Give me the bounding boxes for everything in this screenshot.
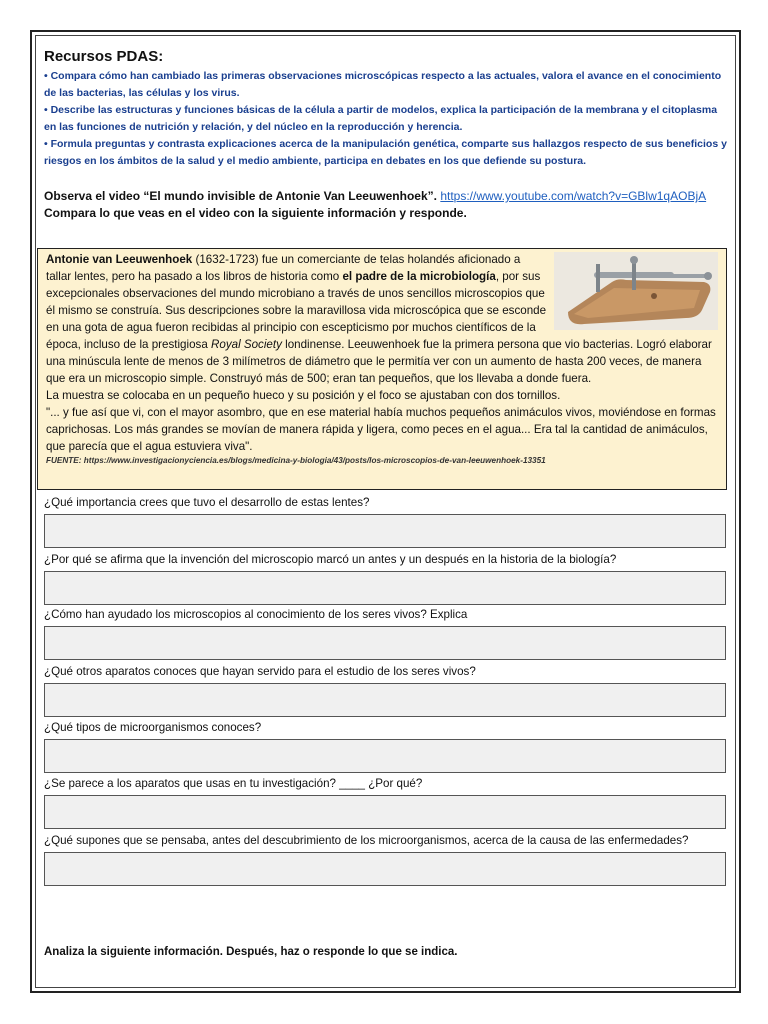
info-source: FUENTE: https://www.investigacionyciencia.es/blogs/medicina-y-biologia/43/posts/los-microscopios-de-van-leeuwenhoek-13351 (46, 456, 546, 465)
info-box (37, 248, 727, 490)
question-block (44, 775, 728, 829)
info-text-1d: londinense. Leeuwenhoek fue la primera persona que vio bacterias. Logró elaborar una minúscula lente de menos de 3 milímetros de diámetro que le permitía ver con un aumento de hasta 200 veces, de manera que era un microscopio simple. Construyó más de 500; eran tan pequeños, que los llevaba a donde fuera. (46, 338, 712, 385)
question-text: ¿Se parece a los aparatos que usas en tu investigación? ____ ¿Por qué? (44, 777, 423, 790)
recursos-title: Recursos PDAS: (44, 48, 164, 65)
scientist-years: (1632-1723) (195, 253, 259, 266)
video-link[interactable]: https://www.youtube.com/watch?v=GBlw1qAOBjA (440, 189, 707, 203)
header-section (44, 48, 728, 222)
info-text-1a: fue un comerciante de telas holandés aficionado a tallar lentes, pero ha pasado a los libros de historia como (46, 253, 521, 283)
answer-field[interactable] (44, 852, 726, 886)
question-block (44, 719, 728, 773)
answer-field[interactable] (44, 739, 726, 773)
scientist-name: Antonie van Leeuwenhoek (46, 253, 193, 266)
video-prompt (44, 188, 728, 205)
question-block (44, 494, 728, 548)
answer-field[interactable] (44, 571, 726, 605)
recursos-list (44, 68, 728, 170)
question-text: ¿Qué supones que se pensaba, antes del descubrimiento de los microorganismos, acerca de la causa de las enfermedades? (44, 834, 689, 847)
recursos-item: • Describe las estructuras y funciones básicas de la célula a partir de modelos, explica la participación de la membrana y el citoplasma en las funciones de nutrición y relación, y del núcleo en la reproducción y herencia. (44, 104, 718, 133)
microscope-image (554, 252, 718, 330)
question-text: ¿Por qué se afirma que la invención del microscopio marcó un antes y un después en la historia de la biología? (44, 553, 617, 566)
royal-society: Royal Society (211, 338, 282, 351)
video-prompt-text: Observa el video “El mundo invisible de Antonie Van Leeuwenhoek”. (44, 189, 437, 203)
question-block (44, 663, 728, 717)
question-block (44, 551, 728, 605)
answer-field[interactable] (44, 795, 726, 829)
info-quote: "... y fue así que vi, con el mayor asombro, que en ese material había muchos pequeños animáculos vivos, moviéndose en formas caprichosas. Los más grandes se movían de manera rápida y ligera, como peces en el agua... Era tal la cantidad de animáculos, que parecía que el agua estuviera viva". (46, 406, 716, 453)
recursos-item: • Compara cómo han cambiado las primeras observaciones microscópicas respecto a las actuales, valora el avance en el conocimiento de las bacterias, las células y los virus. (44, 70, 722, 99)
question-text: ¿Qué tipos de microorganismos conoces? (44, 721, 262, 734)
info-text-1c: , por sus excepcionales observaciones del mundo microbiano a través de unos sencillos microscopios que él mismo se construía. Sus descripciones sobre la maravillosa vida microscópica que se esconde en una gota de agua fueron recibidas al principio con escepticismo por muchos científicos de la época, incluso de la prestigiosa (46, 270, 547, 351)
question-block (44, 606, 728, 660)
info-highlight: el padre de la microbiología (342, 270, 496, 283)
answer-field[interactable] (44, 683, 726, 717)
question-block (44, 832, 728, 886)
info-paragraph-2: La muestra se colocaba en un pequeño hueco y su posición y el foco se ajustaban con dos tornillos. (46, 389, 561, 402)
question-text: ¿Qué otros aparatos conoces que hayan servido para el estudio de los seres vivos? (44, 665, 476, 678)
compara-instruction: Compara lo que veas en el video con la siguiente información y responde. (44, 206, 467, 220)
analiza-instruction: Analiza la siguiente información. Después, haz o responde lo que se indica. (44, 946, 458, 958)
answer-field[interactable] (44, 626, 726, 660)
answer-field[interactable] (44, 514, 726, 548)
question-text: ¿Cómo han ayudado los microscopios al conocimiento de los seres vivos? Explica (44, 608, 468, 621)
question-text: ¿Qué importancia crees que tuvo el desarrollo de estas lentes? (44, 496, 370, 509)
recursos-item: • Formula preguntas y contrasta explicaciones acerca de la manipulación genética, comparte sus hallazgos respecto de sus beneficios y riesgos en los ámbitos de la salud y el medio ambiente, participa en debates en los que defiende su postura. (44, 138, 727, 167)
